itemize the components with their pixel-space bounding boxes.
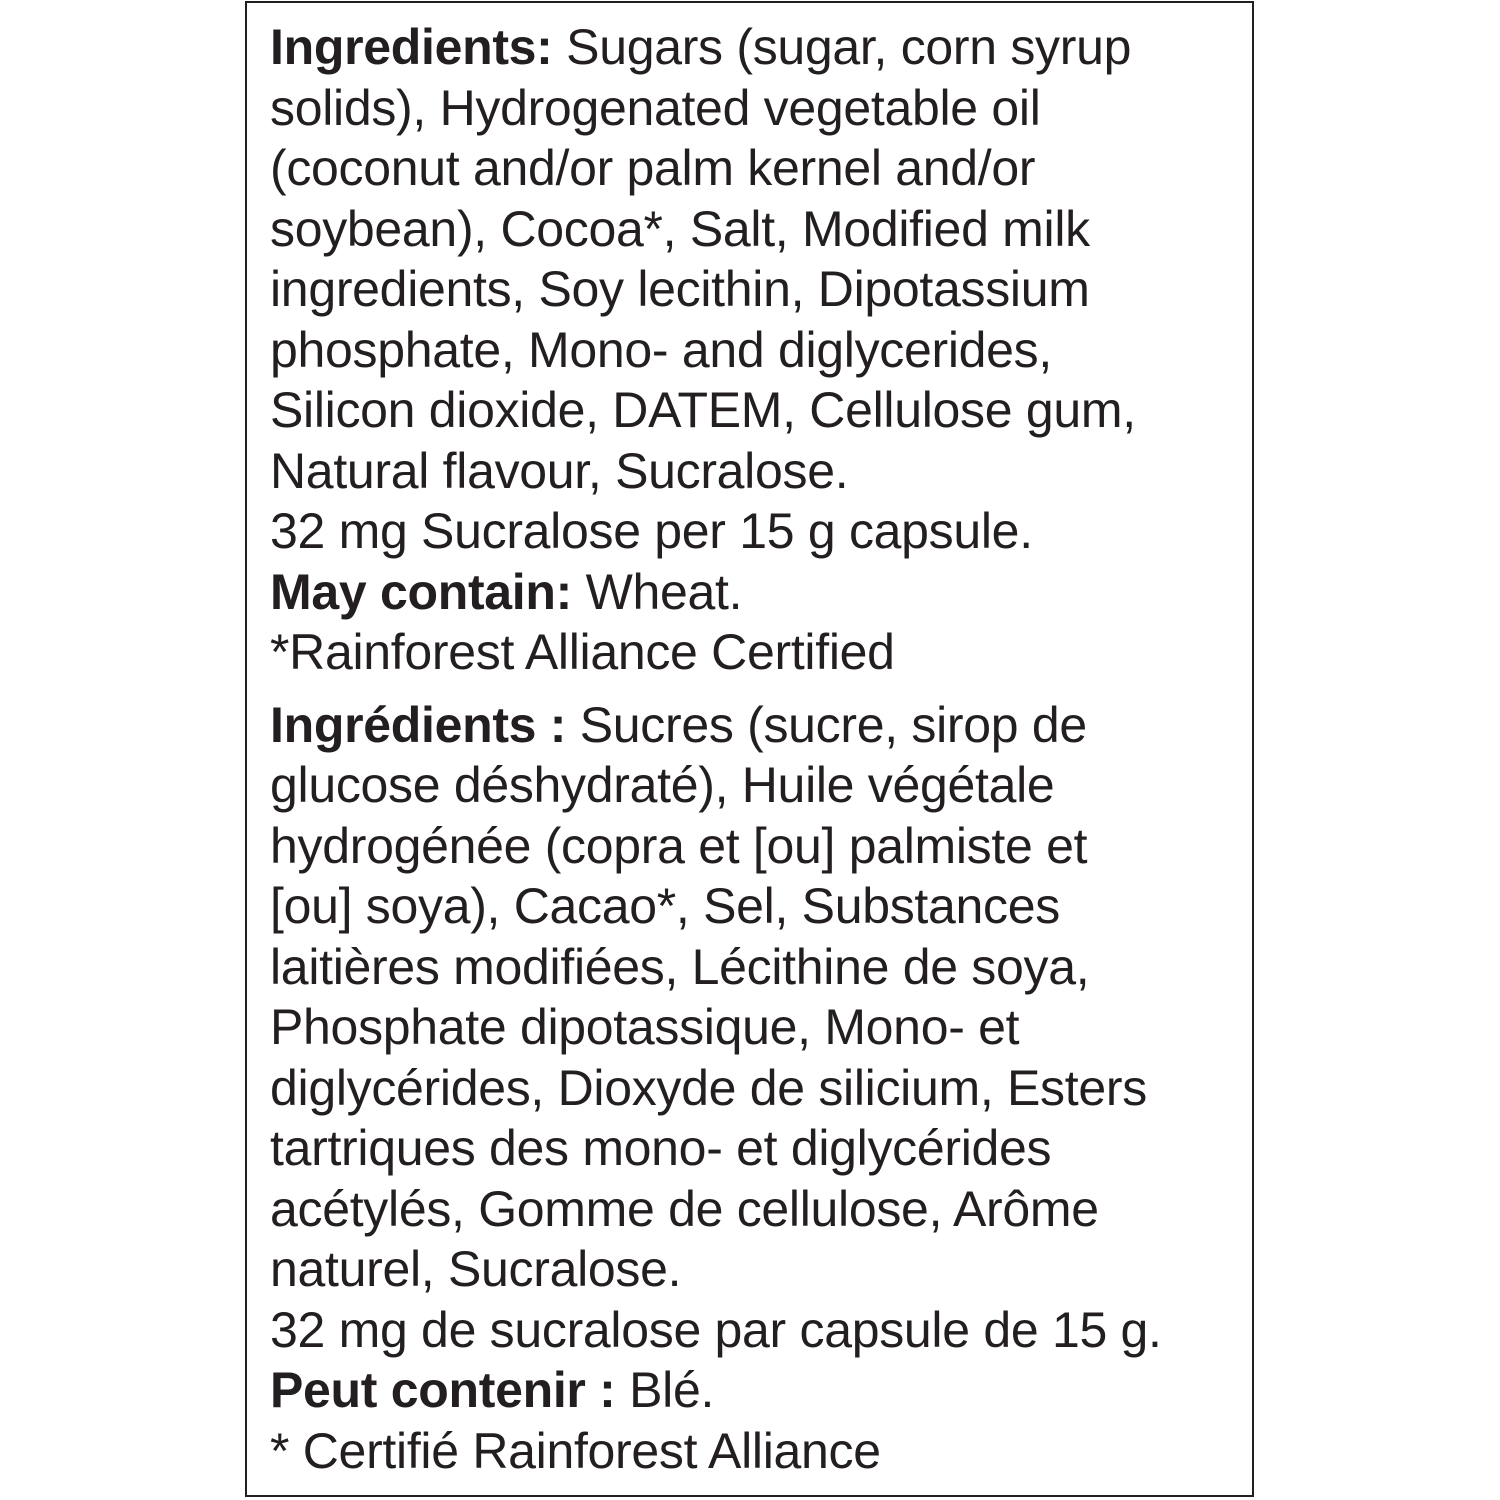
english-ingredients-heading: Ingredients: xyxy=(270,19,553,75)
english-ingredients-line-5: ingredients, Soy lecithin, Dipotassium xyxy=(270,261,1090,317)
english-ingredients-block xyxy=(270,17,1245,683)
french-sucralose-note: 32 mg de sucralose par capsule de 15 g. xyxy=(270,1301,1162,1358)
french-may-contain-heading: Peut contenir : xyxy=(270,1362,616,1418)
english-ingredients-line-4: soybean), Cocoa*, Salt, Modified milk xyxy=(270,200,1090,257)
french-may-contain xyxy=(270,1360,1245,1421)
french-may-contain-value: Blé. xyxy=(615,1362,715,1418)
ingredients-label-text xyxy=(270,17,1245,1481)
french-ingredients-line-7: diglycérides, Dioxyde de silicium, Esters xyxy=(270,1059,1147,1116)
french-certification-note: * Certifié Rainforest Alliance xyxy=(270,1422,881,1479)
english-ingredients-line-6: phosphate, Mono- and diglycerides, xyxy=(270,321,1052,378)
english-may-contain xyxy=(270,562,1245,623)
english-ingredients-line-8: Natural flavour, Sucralose. xyxy=(270,442,849,499)
french-ingredients-line-6: Phosphate dipotassique, Mono- et xyxy=(270,999,1020,1055)
english-may-contain-heading: May contain: xyxy=(270,563,572,620)
french-ingredients-line-4: [ou] soya), Cacao*, Sel, Substances xyxy=(270,878,1060,934)
english-ingredients-line-3: (coconut and/or palm kernel and/or xyxy=(270,140,1036,196)
french-ingredients-block xyxy=(270,695,1245,1482)
french-ingredients-line-9: acétylés, Gomme de cellulose, Arôme xyxy=(270,1180,1099,1237)
french-ingredients-line-10: naturel, Sucralose. xyxy=(270,1241,682,1297)
english-ingredients-text: Sugars (sugar, corn syrup xyxy=(552,19,1132,75)
english-sucralose-note: 32 mg Sucralose per 15 g capsule. xyxy=(270,503,1033,559)
ingredients-label-panel xyxy=(245,1,1254,1497)
french-ingredients-line-5: laitières modifiées, Lécithine de soya, xyxy=(270,938,1090,995)
english-ingredients-line-2: solids), Hydrogenated vegetable oil xyxy=(270,79,1041,136)
french-ingredients-line-1 xyxy=(270,695,1245,756)
french-ingredients-text: Sucres (sucre, sirop de xyxy=(566,696,1087,753)
french-ingredients-line-2: glucose déshydraté), Huile végétale xyxy=(270,757,1055,813)
french-ingredients-line-3: hydrogénée (copra et [ou] palmiste et xyxy=(270,817,1088,874)
english-ingredients-line-1 xyxy=(270,17,1245,78)
english-certification-note: *Rainforest Alliance Certified xyxy=(270,624,895,680)
french-ingredients-line-8: tartriques des mono- et diglycérides xyxy=(270,1120,1052,1176)
english-may-contain-value: Wheat. xyxy=(572,563,743,620)
english-ingredients-line-7: Silicon dioxide, DATEM, Cellulose gum, xyxy=(270,382,1136,438)
french-ingredients-heading: Ingrédients : xyxy=(270,696,567,753)
